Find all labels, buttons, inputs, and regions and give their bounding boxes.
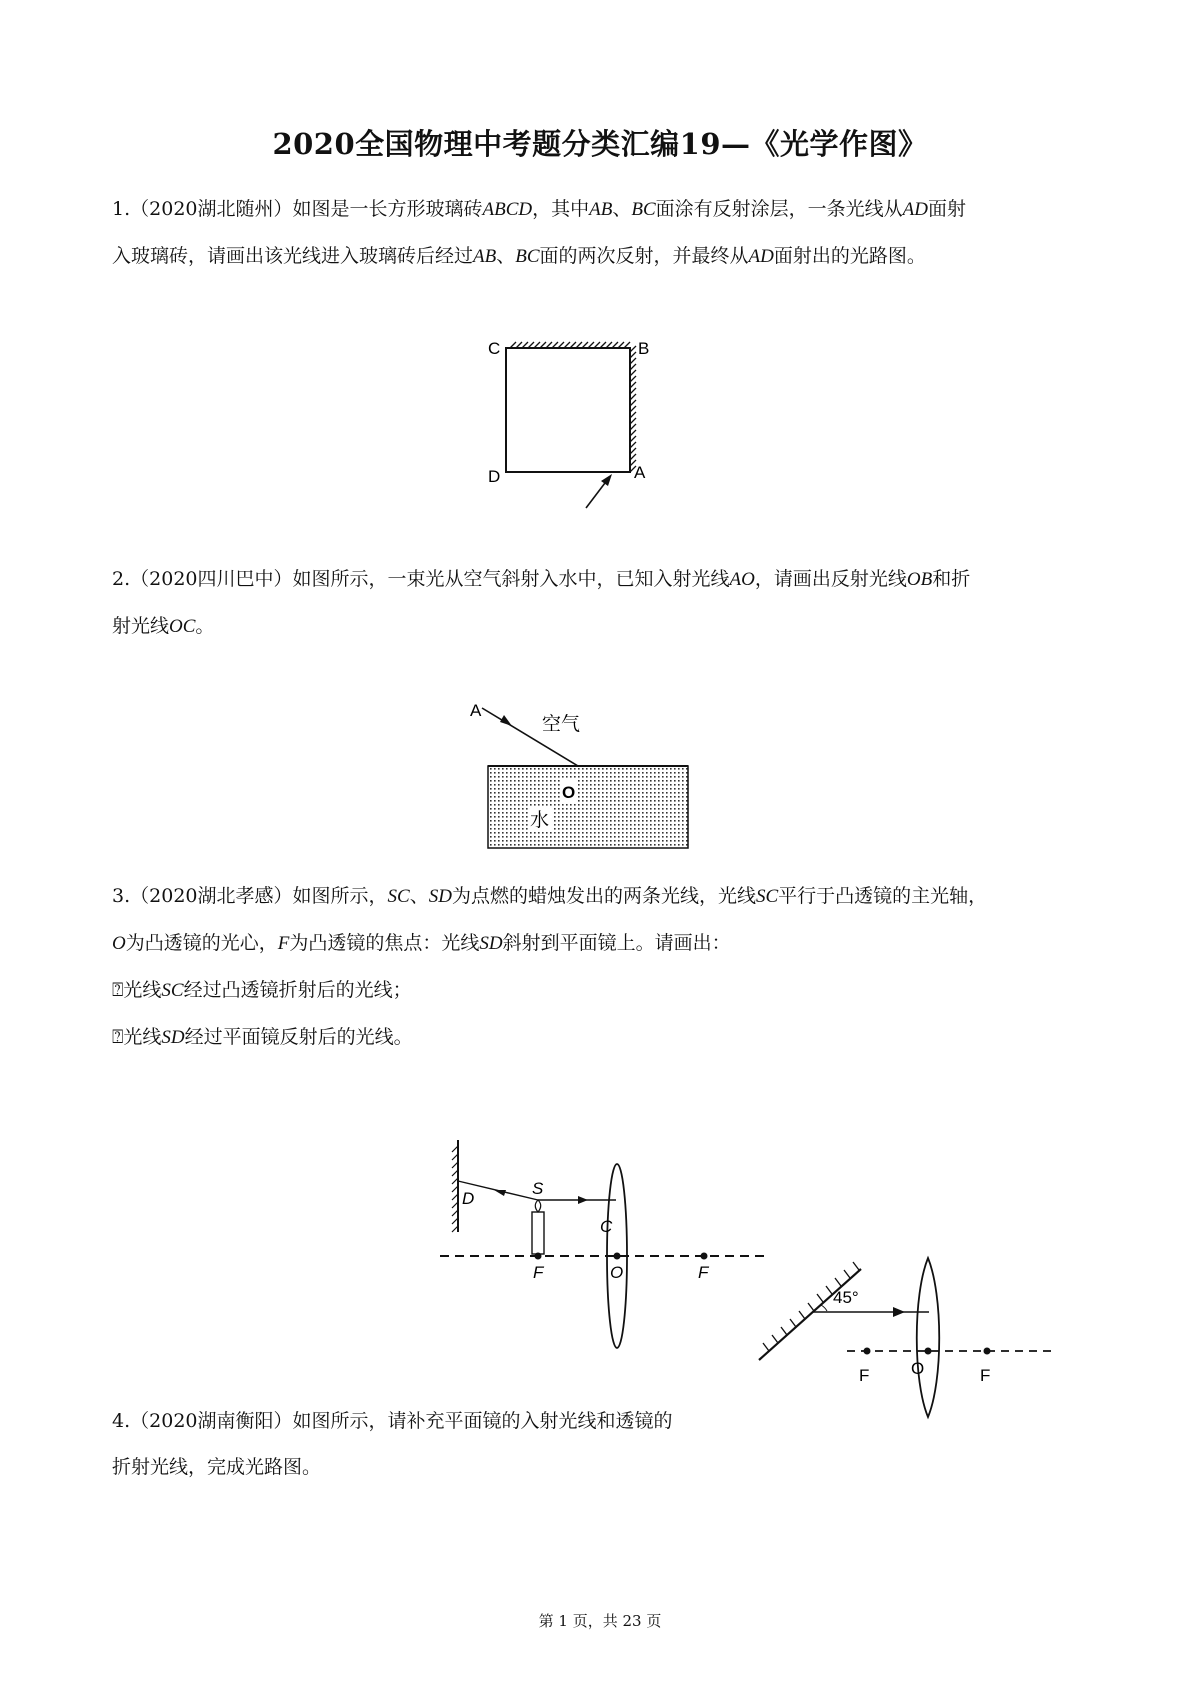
question-source: （2020四川巴中） <box>130 568 293 590</box>
variable: BC <box>631 199 656 220</box>
question-text: 面的两次反射，并最终从 <box>539 245 749 267</box>
candle-flame <box>535 1200 540 1212</box>
figure-mirror-lens <box>755 1255 1055 1430</box>
variable: AB <box>473 246 497 267</box>
question-source: （2020湖北孝感） <box>130 885 293 907</box>
question-text: 光线 <box>123 1026 162 1048</box>
label-d: D <box>462 1189 475 1208</box>
optical-center-point <box>925 1348 932 1355</box>
question-text: 。 <box>195 615 215 637</box>
reflective-coating-top <box>510 342 630 348</box>
question-number: 1. <box>112 198 131 220</box>
question-text: 平行于凸透镜的主光轴， <box>778 885 988 907</box>
ray-sd-arrowhead <box>494 1190 506 1196</box>
label-a: A <box>634 463 646 482</box>
question-text: 、 <box>409 885 429 907</box>
variable: ABCD <box>482 199 533 220</box>
focus-point-right <box>984 1348 991 1355</box>
question-text: 面射 <box>928 198 967 220</box>
water-region <box>488 766 688 848</box>
question-text: 经过凸透镜折射后的光线； <box>183 979 412 1001</box>
label-f-right: F <box>980 1366 991 1385</box>
variable: O <box>112 933 126 954</box>
question-2-line-2 <box>112 603 1102 650</box>
variable: SD <box>479 933 503 954</box>
question-text: 经过平面镜反射后的光线。 <box>184 1026 413 1048</box>
question-text: ，请画出反射光线 <box>754 568 907 590</box>
glass-brick-rect <box>506 348 630 472</box>
question-number: 4. <box>112 1410 131 1432</box>
question-1-line-2 <box>112 233 1102 280</box>
figure-air-water <box>470 700 690 850</box>
variable: AD <box>902 199 928 220</box>
plane-mirror-45 <box>759 1269 861 1360</box>
question-text: 为点燃的蜡烛发出的两条光线，光线 <box>451 885 756 907</box>
figure-candle-lens <box>440 1140 770 1352</box>
label-water: 水 <box>530 810 550 831</box>
question-text: 、 <box>612 198 632 220</box>
ray-arrowhead <box>500 715 512 726</box>
question-text: 面涂有反射涂层，一条光线从 <box>655 198 903 220</box>
item-marker: ⍰ <box>112 979 124 1001</box>
question-text: 如图所示，一束光从空气斜射入水中，已知入射光线 <box>292 568 730 590</box>
question-4-line-2: 折射光线，完成光路图。 <box>112 1456 322 1478</box>
focus-point-right <box>701 1253 708 1260</box>
variable: SD <box>161 1027 185 1048</box>
variable: F <box>277 933 290 954</box>
question-text: ，其中 <box>532 198 590 220</box>
label-d: D <box>488 467 501 486</box>
question-2-line-1 <box>112 556 1102 603</box>
question-text: 光线 <box>123 979 162 1001</box>
variable: OB <box>906 569 933 590</box>
label-o: O <box>610 1263 624 1282</box>
page-title: 2020全国物理中考题分类汇编19—《光学作图》 <box>272 127 928 161</box>
variable: OC <box>169 616 196 637</box>
question-text: 如图所示， <box>292 885 388 907</box>
question-3-item-2 <box>112 1014 1102 1061</box>
variable: SC <box>161 980 184 1001</box>
question-1-line-1 <box>112 186 1102 233</box>
label-a: A <box>470 701 482 720</box>
optical-center-point <box>614 1253 621 1260</box>
label-f-right: F <box>698 1263 709 1282</box>
question-text: 如图是一长方形玻璃砖 <box>292 198 483 220</box>
candle <box>532 1212 544 1254</box>
incident-ray-arrowhead <box>601 474 612 486</box>
question-3-line-2 <box>112 920 1102 967</box>
question-source: （2020湖北随州） <box>130 198 293 220</box>
question-text: 如图所示，请补充平面镜的入射光线和透镜的 <box>292 1410 673 1432</box>
question-text: 斜射到平面镜上。请画出： <box>502 932 731 954</box>
variable: SC <box>387 886 410 907</box>
reflected-ray-arrowhead <box>893 1307 905 1317</box>
figure-glass-brick <box>470 330 670 510</box>
variable: AB <box>589 199 613 220</box>
focus-point-left <box>535 1253 542 1260</box>
variable: BC <box>515 246 540 267</box>
ray-sc-arrowhead <box>578 1196 588 1204</box>
variable: SD <box>428 886 452 907</box>
label-o: O <box>911 1359 925 1378</box>
variable: AD <box>748 246 774 267</box>
question-3 <box>112 873 1102 1061</box>
convex-lens <box>917 1258 940 1417</box>
question-text: 、 <box>496 245 516 267</box>
question-number: 2. <box>112 568 131 590</box>
item-marker: ⍰ <box>112 1026 124 1048</box>
question-text: 为凸透镜的焦点：光线 <box>289 932 480 954</box>
question-3-item-1 <box>112 967 1102 1014</box>
question-source: （2020湖南衡阳） <box>130 1410 293 1432</box>
label-s: S <box>532 1179 544 1198</box>
question-2 <box>112 556 1102 650</box>
label-f-left: F <box>533 1263 544 1282</box>
question-4-line-1 <box>112 1398 732 1444</box>
focus-point-left <box>864 1348 871 1355</box>
question-3-line-1 <box>112 873 1102 920</box>
question-text: 面射出的光路图。 <box>773 245 926 267</box>
variable: SC <box>755 886 779 907</box>
label-b: B <box>638 339 650 358</box>
question-text: 入玻璃砖，请画出该光线进入玻璃砖后经过 <box>112 245 474 267</box>
variable: AO <box>729 569 755 590</box>
label-air: 空气 <box>542 714 581 735</box>
label-angle: 45° <box>833 1288 859 1307</box>
question-4 <box>112 1398 732 1490</box>
angle-arc <box>821 1305 827 1311</box>
label-c: C <box>600 1217 613 1236</box>
label-o: O <box>562 783 576 802</box>
question-text: 为凸透镜的光心， <box>125 932 278 954</box>
label-c: C <box>488 339 501 358</box>
question-text: 和折 <box>932 568 971 590</box>
question-number: 3. <box>112 885 131 907</box>
question-1 <box>112 186 1102 280</box>
question-text: 射光线 <box>112 615 170 637</box>
label-f-left: F <box>859 1366 870 1385</box>
page-footer: 第 1 页，共 23 页 <box>538 1612 662 1630</box>
